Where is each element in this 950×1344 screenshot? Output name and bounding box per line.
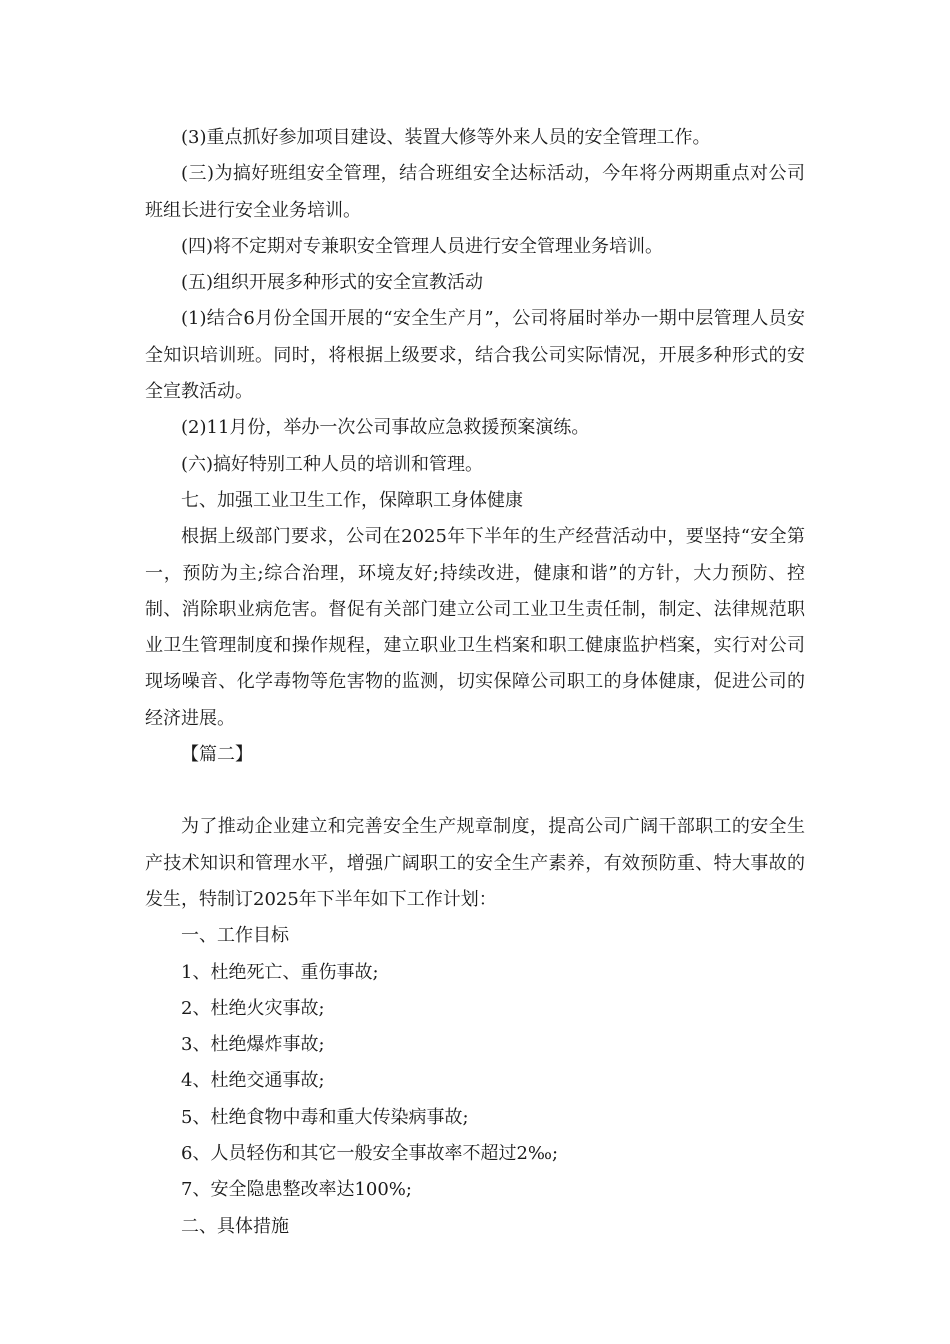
paragraph: (2)11月份，举办一次公司事故应急救援预案演练。 [181,417,590,439]
paragraph: (1)结合6月份全国开展的“安全生产月”，公司将届时举办一期中层管理人员安全知识培训班。同时，将根据上级要求，结合我公司实际情况，开展多种形式的安全宣教活动。 [145,308,805,403]
section-heading: 一、工作目标 [181,925,289,947]
blank-line [145,773,805,809]
list-item: 3、杜绝爆炸事故; [181,1034,325,1056]
paragraph: (3)重点抓好参加项目建设、装置大修等外来人员的安全管理工作。 [181,127,711,148]
paragraph: 根据上级部门要求，公司在2025年下半年的生产经营活动中，要坚持“安全第一，预防为主;综合治理，环境友好;持续改进，健康和谐”的方针，大力预防、控制、消除职业病危害。督促有关部门建立公司工业卫生责任制，制定、法律规范职业卫生管理制度和操作规程，建立职业卫生档案和职工健康监护档案，实行对公司现场噪音、化学毒物等危害物的监测，切实保障公司职工的身体健康，促进公司的经济进展。 [145,526,805,729]
paragraph: (六)搞好特别工种人员的培训和管理。 [181,453,484,475]
list-item: 2、杜绝火灾事故; [181,997,325,1019]
section-heading: 七、加强工业卫生工作，保障职工身体健康 [181,489,523,511]
list-item: 4、杜绝交通事故; [181,1070,325,1092]
section-heading: 二、具体措施 [181,1215,289,1237]
paragraph: (四)将不定期对专兼职安全管理人员进行安全管理业务培训。 [181,235,664,257]
document-page [145,120,805,1245]
list-item: 1、杜绝死亡、重伤事故; [181,961,379,983]
list-item: 7、安全隐患整改率达100%; [181,1179,412,1201]
part-heading: 【篇二】 [181,744,253,766]
paragraph: 为了推动企业建立和完善安全生产规章制度，提高公司广阔干部职工的安全生产技术知识和管理水平，增强广阔职工的安全生产素养，有效预防重、特大事故的发生，特制订2025年下半年如下工作计划： [145,816,805,910]
list-item: 6、人员轻伤和其它一般安全事故率不超过2‰; [181,1143,559,1165]
paragraph: (五)组织开展多种形式的安全宣教活动 [181,272,484,294]
list-item: 5、杜绝食物中毒和重大传染病事故; [181,1106,469,1128]
paragraph: (三)为搞好班组安全管理，结合班组安全达标活动，今年将分两期重点对公司班组长进行安全业务培训。 [145,163,805,221]
